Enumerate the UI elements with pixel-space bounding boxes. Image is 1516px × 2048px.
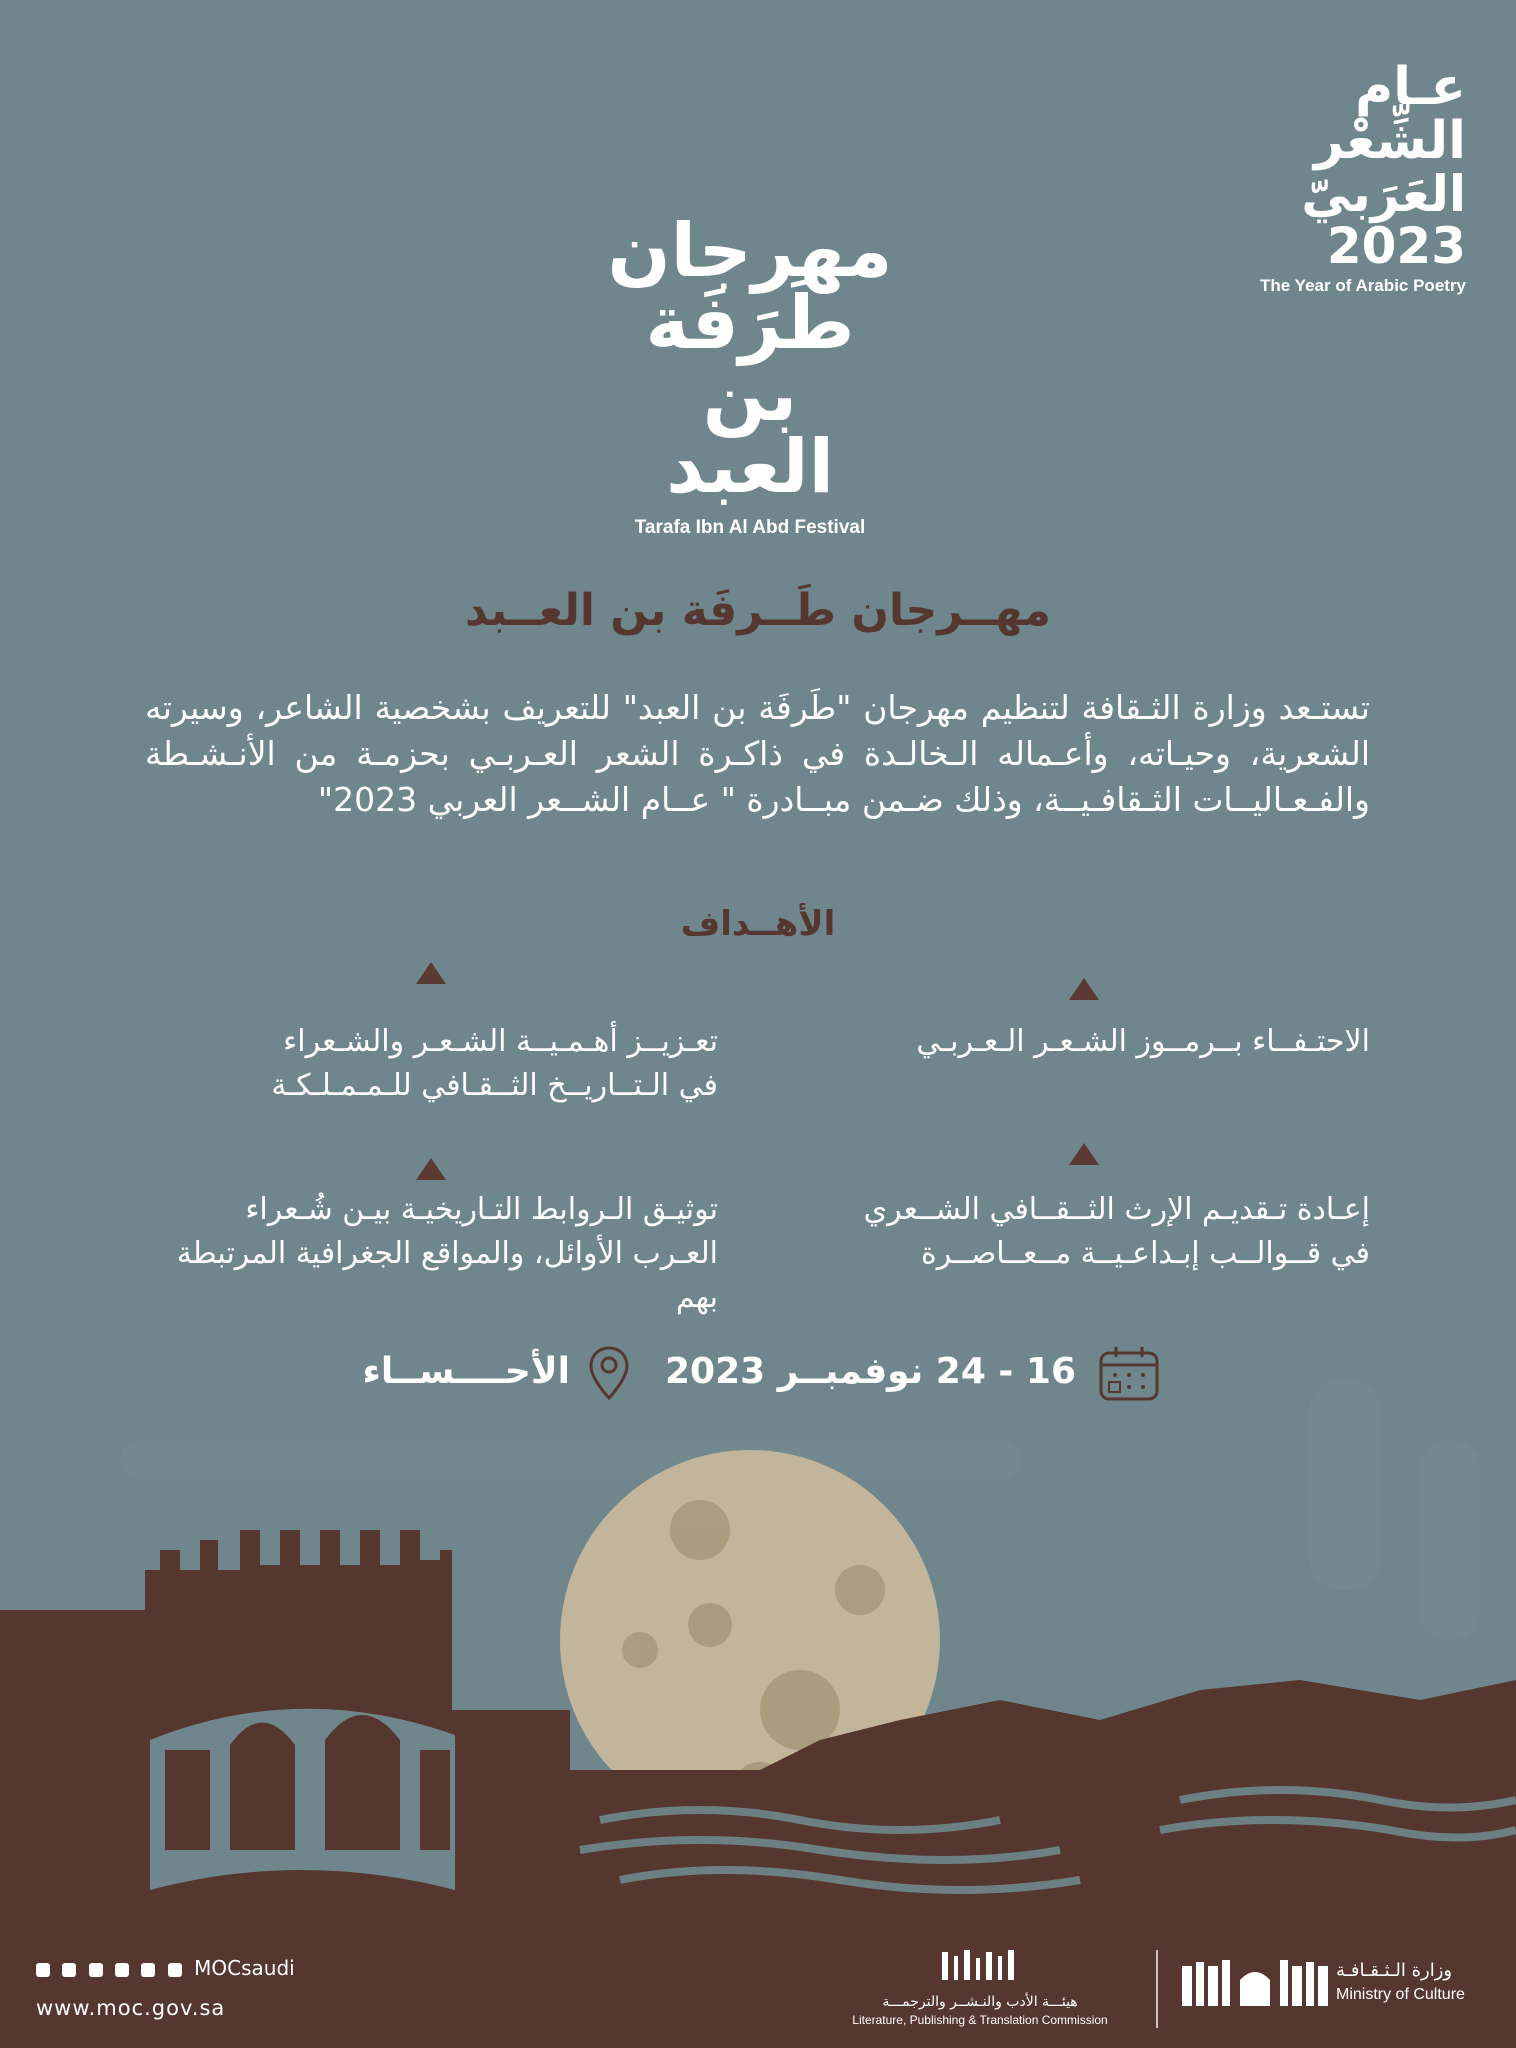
fortress-moon-illustration bbox=[0, 1380, 1516, 1940]
yap-logo-arabic-line2: العَرَبيّ 2023 bbox=[1301, 165, 1466, 275]
moc-english: Ministry of Culture bbox=[1336, 1986, 1465, 2003]
footer-divider bbox=[1156, 1950, 1158, 2028]
goal-marker-icon bbox=[1069, 978, 1099, 1000]
festival-logo-line-3: بن bbox=[702, 352, 798, 438]
moc-logo bbox=[1180, 1956, 1480, 2016]
festival-logo bbox=[600, 208, 900, 539]
event-date: 16 - 24 نوفمبــر 2023 bbox=[665, 1351, 1076, 1392]
website-link[interactable]: www.moc.gov.sa bbox=[36, 1996, 226, 2020]
intro-paragraph: تستـعد وزارة الثـقافة لتنظيم مهرجان "طَرفَة بن العبد" للتعريف بشخصية الشاعر، وسيرته الشعرية، وحيـاته، وأعـماله الـخالـدة في ذاكـرة الشعر العـربـي بحزمـة من الأنـشـطة والفـعـاليــات الثـقافـيــة، وذلك ضـمن مبــادرة " عــام الشــعر العربي 2023" bbox=[145, 688, 1370, 819]
festival-logo-line-1: مهرجان bbox=[607, 208, 893, 294]
x-icon[interactable] bbox=[36, 1963, 50, 1977]
goal-3-line1: إعـادة تـقديـم الإرث الثــقــافي الشــعري bbox=[863, 1192, 1370, 1227]
festival-logo-line-2: طَرَفَة bbox=[645, 280, 855, 366]
goal-item-2 bbox=[148, 1020, 718, 1108]
goal-4-line1: توثيـق الـروابط التـاريخيـة بيـن شُـعراء bbox=[245, 1192, 718, 1227]
goal-item-4 bbox=[148, 1188, 718, 1320]
festival-logo-english: Tarafa Ibn Al Abd Festival bbox=[634, 517, 866, 538]
goal-marker-icon bbox=[416, 962, 446, 984]
page-title: مهــرجان طَــرفَة بن العــبد bbox=[465, 585, 1051, 636]
goal-item-1 bbox=[800, 1020, 1370, 1064]
social-handle-text[interactable]: MOCsaudi bbox=[194, 1956, 295, 1980]
goal-marker-icon bbox=[416, 1158, 446, 1180]
event-location: الأحــــســاء bbox=[362, 1351, 570, 1392]
yap-logo-arabic-line1: عـام الشِّعْر bbox=[1314, 57, 1466, 171]
goal-item-3 bbox=[800, 1188, 1370, 1276]
moc-arabic: وزارة الـثـقـافـة bbox=[1336, 1960, 1453, 1981]
footer bbox=[0, 1938, 1516, 2048]
goal-1-line1: الاحتـفــاء بــرمــوز الشـعـر الـعـربـي bbox=[916, 1024, 1370, 1059]
lptc-english: Literature, Publishing & Translation Commission bbox=[852, 2013, 1108, 2027]
lptc-emblem-icon bbox=[940, 1948, 1020, 1984]
goal-3-line2: في قــوالــب إبـداعـيــة مــعــاصــرة bbox=[920, 1236, 1370, 1271]
goal-4-line2: العـرب الأوائل، والمواقع الجغرافية المرتبطة بهم bbox=[176, 1236, 718, 1315]
goal-marker-icon bbox=[1069, 1143, 1099, 1165]
goals-title: الأهــداف bbox=[680, 904, 836, 944]
youtube-icon[interactable] bbox=[141, 1963, 155, 1977]
tiktok-icon[interactable] bbox=[115, 1963, 129, 1977]
goal-2-line2: في الـتــاريــخ الثــقـافي للـمـمـلـكـة bbox=[271, 1068, 718, 1103]
goal-2-line1: تعـزيــز أهـمـيــة الشـعـر والشـعراء bbox=[283, 1024, 718, 1059]
lptc-arabic: هيئـــة الأدب والنـشــر والترجمـــة bbox=[882, 1994, 1078, 2010]
instagram-icon[interactable] bbox=[62, 1963, 76, 1977]
social-row bbox=[36, 1956, 295, 1980]
yap-logo-english: The Year of Arabic Poetry bbox=[1260, 276, 1466, 295]
snapchat-icon[interactable] bbox=[168, 1963, 182, 1977]
year-of-arabic-poetry-logo bbox=[1236, 57, 1466, 296]
festival-logo-line-4: العبد bbox=[666, 424, 834, 510]
facebook-icon[interactable] bbox=[89, 1963, 103, 1977]
moc-emblem-icon bbox=[1180, 1956, 1330, 2012]
lptc-logo bbox=[820, 1948, 1140, 2027]
